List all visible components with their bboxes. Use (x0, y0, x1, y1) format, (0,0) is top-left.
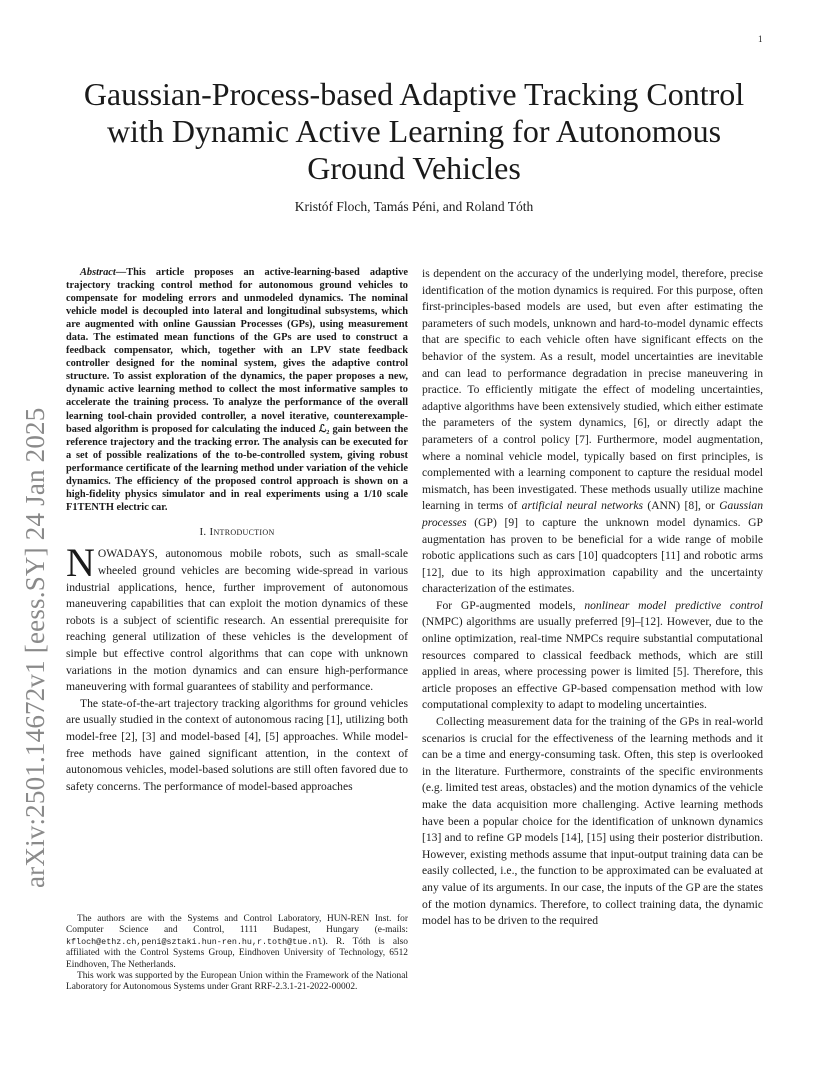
section-title: Introduction (209, 525, 275, 538)
abstract-label: Abstract (80, 267, 116, 278)
author-list: Kristóf Floch, Tamás Péni, and Roland Tóth (294, 199, 534, 214)
term-ann: artificial neural networks (521, 499, 644, 513)
paper-title (64, 76, 764, 187)
paragraph-text: (GP) [9] to capture the unknown model dynamics. GP augmentation has proven to be beneficial for a wide range of mobile robotic applications such as cars [10] quadcopters [11] and robotic arms [12], due to its high approximation capability and the uncertainty characterization of the estimates. (422, 515, 763, 596)
abstract (66, 266, 408, 514)
section-heading-introduction (66, 524, 408, 541)
footnote-text: The authors are with the Systems and Control Laboratory, HUN-REN Inst. for Computer Science and Control, 1111 Budapest, Hungary (e-mails: (66, 914, 408, 936)
footnote (66, 914, 408, 994)
paragraph-text: For GP-augmented models, (436, 598, 585, 612)
intro-paragraph-1-text: OWADAYS, autonomous mobile robots, such as small-scale wheeled ground vehicles are becoming wide-spread in various industrial applications, hence, further improvement of autonomous maneuvering capabilities that can exploit the motion dynamics of these robots is a subject of scientific research. An essential prerequisite for reaching general utilization of these vehicles is the development of simple but effective control algorithms that can cope with unknown variations in the motion dynamics and can ensure high-performance maneuvering with formal guarantees of stability and performance. (66, 547, 408, 694)
paragraph-text: (ANN) [8], or (643, 499, 720, 513)
page-number: 1 (758, 34, 763, 44)
intro-paragraph-1 (66, 540, 408, 695)
term-nmpc: nonlinear model predictive control (584, 598, 763, 612)
title-line: Ground Vehicles (307, 150, 521, 186)
right-column (422, 266, 763, 930)
drop-cap-letter: N (66, 540, 95, 586)
arxiv-identifier-stamp[interactable]: arXiv:2501.14672v1 [eess.SY] 24 Jan 2025 (20, 407, 50, 888)
right-paragraph-1 (422, 266, 763, 598)
paragraph-text: (NMPC) algorithms are usually preferred [9]–[12]. However, due to the online optimization, real-time NMPCs require substantial computational resources compared to classical feedback methods, which are still applied in areas, where processing power is limited [5]. Therefore, this article proposes an effective GP-based compensation method with low computational complexity to adapt to modeling uncertainties. (422, 615, 763, 712)
title-line: Gaussian-Process-based Adaptive Tracking Control (83, 76, 745, 112)
footnote-funding: This work was supported by the European Union within the Framework of the National Laboratory for Autonomous Systems under Grant RRF-2.3.1-21-2022-00002. (66, 971, 408, 993)
abstract-text: This article proposes an active-learning-based adaptive trajectory tracking control method for autonomous ground vehicles to compensate for modeling errors and unmodeled dynamics. The nominal vehicle model is decoupled into lateral and longitudinal subsystems, which are augmented with online Gaussian Processes (GPs), using measurement data. The estimated mean functions of the GPs are used to construct a feedback compensator, which, together with an LPV state feedback controller designed for the nominal system, gives the adaptive control structure. To assist exploration of the dynamics, the paper proposes a new, dynamic active learning method to collect the most informative samples to accelerate the training process. To analyze the performance of the overall learning tool-chain provided controller, a novel iterative, counterexample-based algorithm is proposed for calculating the induced ℒ₂ gain between the reference trajectory and the tracking error. The analysis can be executed for a set of possible realizations of the to-be-controlled system, giving robust performance certificate of the learning method under variation of the vehicle dynamics. The efficiency of the proposed control approach is shown on a high-fidelity physics simulator and in real experiments using a 1/10 scale F1TENTH electric car. (66, 267, 408, 513)
author-emails[interactable]: kfloch@ethz.ch,peni@sztaki.hun-ren.hu,r.toth@tue.nl (66, 936, 323, 947)
right-paragraph-3: Collecting measurement data for the training of the GPs in real-world scenarios is crucial for the effectiveness of the learning methods and it can be a time and energy-consuming task. Often, this step is overlooked in the literature. Furthermore, constraints of the specific environments (e.g. limited test areas, obstacles) and the motion dynamics of the vehicle make the data acquisition more challenging. Active learning methods have been a popular choice for the identification of unknown dynamics [13] and to refine GP models [14], [15] using their posterior distribution. However, existing methods assume that input-output training data can be easily collected, i.e., the function to be approximated can be evaluated at any value of its arguments. In our case, the inputs of the GP are the states of the motion dynamics. Therefore, to collect training data, the dynamic model has to be driven to the required (422, 715, 763, 928)
intro-paragraph-2: The state-of-the-art trajectory tracking algorithms for ground vehicles are usually studied in the context of autonomous racing [1], utilizing both model-free [2], [3] and model-based [4], [5] approaches. While model-free methods have gained significant attention, in the context of autonomous vehicles, model-based solutions are still often favored due to safety concerns. The performance of model-based approaches (66, 696, 408, 793)
term-gp: Gaussian processes (422, 499, 763, 529)
paragraph-text: is dependent on the accuracy of the underlying model, therefore, precise identification of the motion dynamics is required. For this purpose, often first-principles-based models are used, but even after estimating the parameters of such models, unknown and hard-to-model dynamic effects that are specific to each vehicle often have significant effects on the behavior of the system. As a result, model uncertainties are inevitable and can lead to performance degradation in precise maneuvering in practice. To efficiently mitigate the effect of modeling uncertainties, adaptive algorithms have been extensively studied, which either estimate the parameters of the system dynamics, [6], or directly adapt the parameters of a control policy [7]. Furthermore, model augmentation, where a nominal vehicle model, typically based on first principles, is complemented with a learning component to capture the residual model mismatch, has been investigated. These methods usually utilize machine learning in terms of (422, 267, 763, 513)
section-number: I. (199, 525, 207, 538)
footnote-affiliation (66, 914, 408, 971)
abstract-dash: — (115, 267, 127, 278)
right-paragraph-2 (422, 598, 763, 714)
footnote-text: ). R. Tóth is also affiliated with the Control Systems Group, Eindhoven University of Technology, 6512 Eindhoven, The Netherlands. (66, 936, 408, 970)
title-line: with Dynamic Active Learning for Autonomous (106, 113, 722, 149)
left-column (66, 266, 408, 795)
